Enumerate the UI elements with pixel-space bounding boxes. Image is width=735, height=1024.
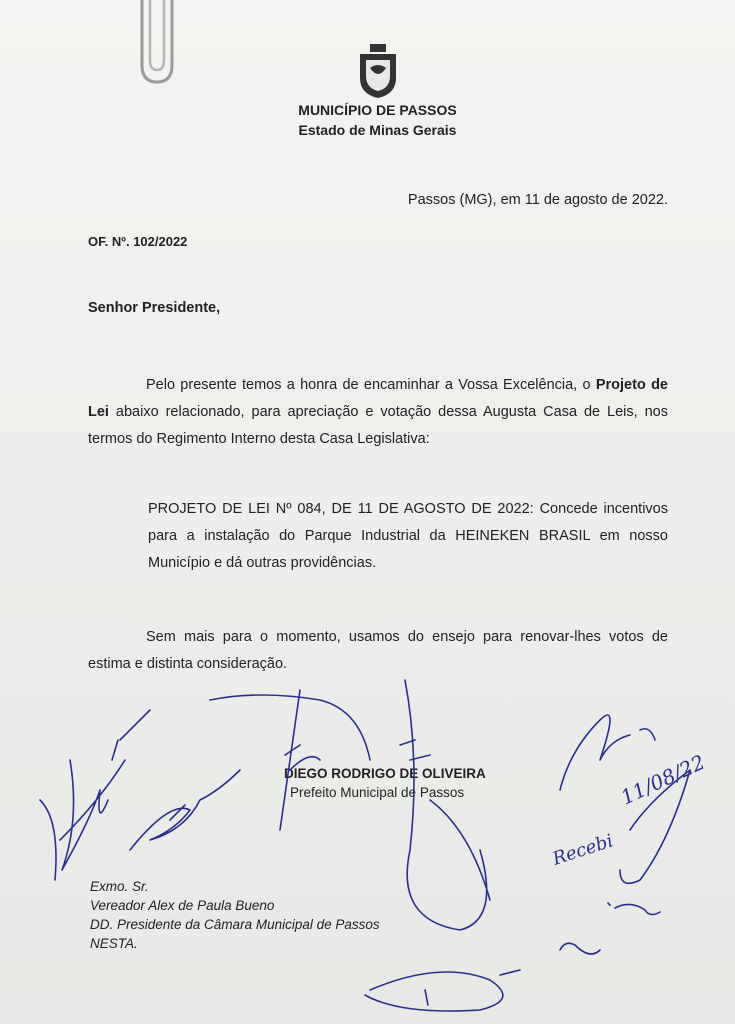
signature-scribble-left bbox=[40, 710, 150, 880]
received-handwriting: Recebi bbox=[550, 830, 616, 870]
salutation: Senhor Presidente, bbox=[88, 300, 221, 316]
closing-paragraph: Sem mais para o momento, usamos do ensejo para renovar-lhes votos de estima e distinta consideração. bbox=[88, 629, 668, 672]
municipality-title: MUNICÍPIO DE PASSOS bbox=[298, 102, 457, 118]
recipient-line-3: DD. Presidente da Câmara Municipal de Passos bbox=[90, 917, 380, 932]
recipient-line-2: Vereador Alex de Paula Bueno bbox=[90, 898, 275, 913]
p1-text-end: abaixo relacionado, para apreciação e votação dessa Augusta Casa de Leis, nos termos do Regimento Interno desta Casa Legislativa: bbox=[88, 404, 668, 447]
paper-clip-icon bbox=[132, 0, 182, 90]
recipient-line-1: Exmo. Sr. bbox=[90, 879, 149, 894]
signer-name: DIEGO RODRIGO DE OLIVEIRA bbox=[284, 766, 486, 781]
signature-bottom-loop bbox=[365, 970, 520, 1011]
date-line: Passos (MG), em 11 de agosto de 2022. bbox=[407, 192, 668, 208]
body-paragraph-1 bbox=[88, 372, 668, 453]
received-date-handwriting: 11/08/22 bbox=[616, 749, 709, 810]
p1-text-start: Pelo presente temos a honra de encaminhar a Vossa Excelência, o bbox=[146, 377, 596, 393]
office-number: OF. Nº. 102/2022 bbox=[88, 234, 188, 249]
project-paragraph: PROJETO DE LEI Nº 084, DE 11 DE AGOSTO DE 2022: Concede incentivos para a instalação do Parque Industrial da HEINEKEN BRASIL em nosso Município e dá outras providências. bbox=[148, 501, 668, 571]
signature-scribble-2 bbox=[130, 770, 240, 850]
signer-title: Prefeito Municipal de Passos bbox=[290, 785, 465, 800]
recipient-line-4: NESTA. bbox=[90, 936, 138, 951]
p1-bold-text: Projeto de Lei bbox=[88, 377, 668, 420]
initials-right bbox=[560, 903, 660, 954]
signature-main bbox=[210, 680, 490, 930]
coat-of-arms-icon bbox=[352, 42, 404, 100]
signature-right bbox=[560, 715, 690, 883]
state-subtitle: Estado de Minas Gerais bbox=[298, 122, 457, 138]
